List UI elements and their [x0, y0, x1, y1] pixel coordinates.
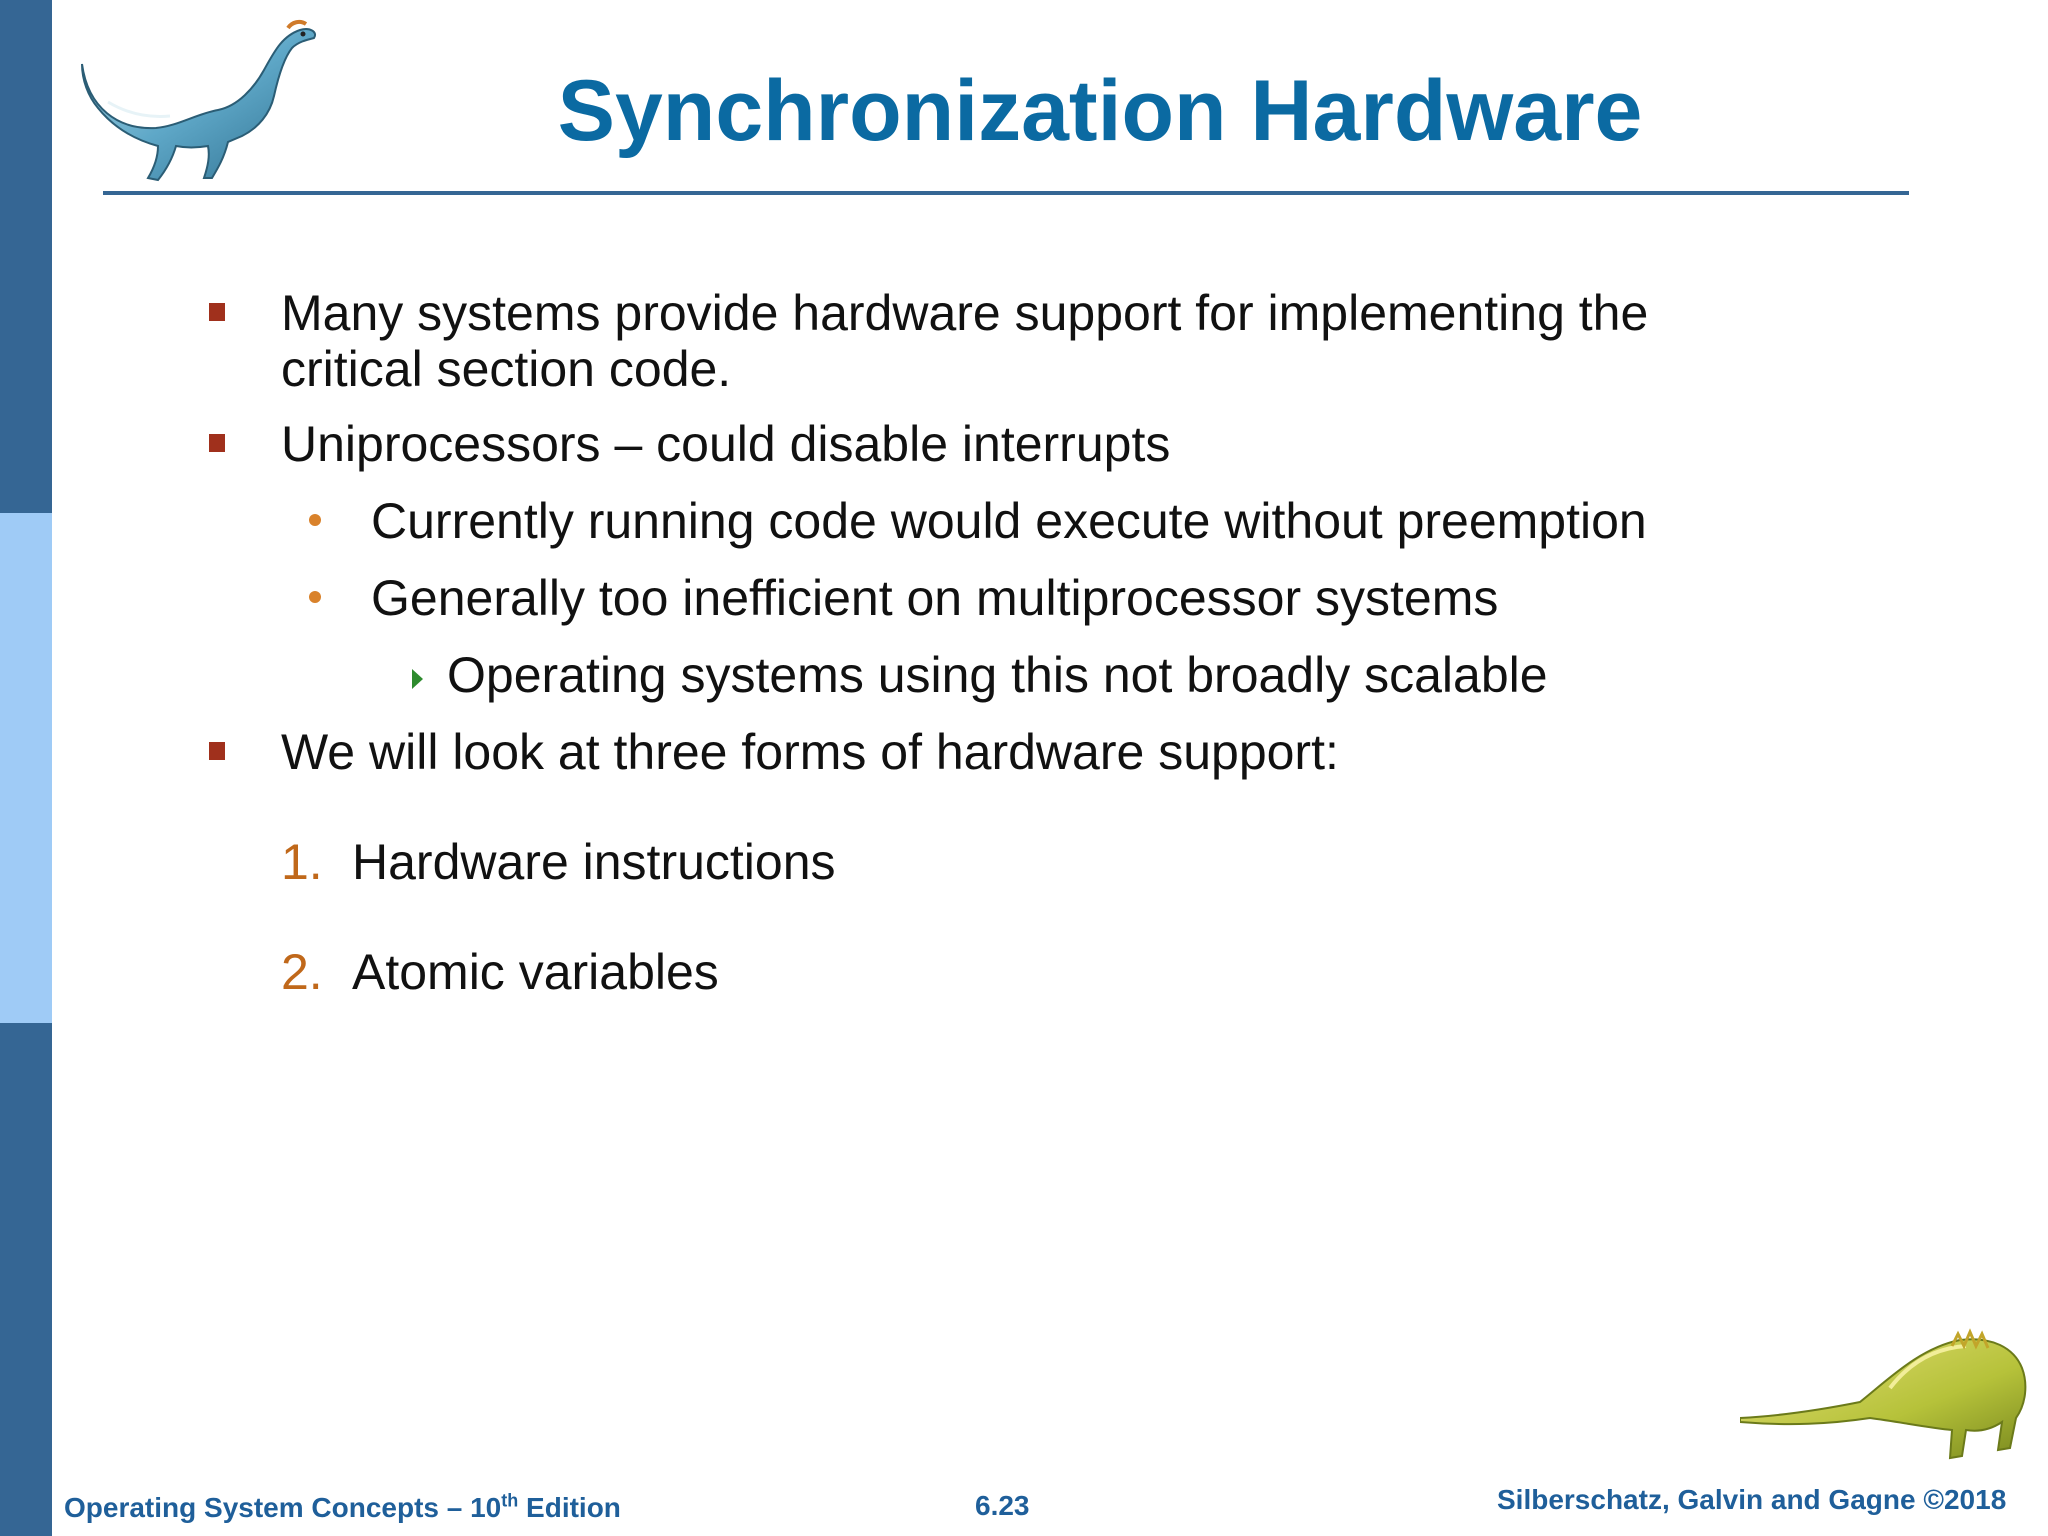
sub-sub-bullet-1: Operating systems using this not broadly scalable	[447, 647, 1548, 703]
numbered-item-1-number: 1.	[281, 834, 323, 890]
square-bullet-icon	[209, 303, 225, 321]
footer-book-title-sup: th	[501, 1490, 519, 1511]
square-bullet-icon	[209, 742, 225, 760]
dot-bullet-icon	[309, 591, 321, 603]
footer-authors: Silberschatz, Galvin and Gagne ©2018	[1497, 1484, 2007, 1515]
numbered-item-2-number: 2.	[281, 944, 323, 1000]
bullet-1-line-2: critical section code.	[281, 341, 732, 397]
triangle-bullet-icon	[412, 669, 423, 689]
bullet-3: We will look at three forms of hardware support:	[281, 724, 1339, 780]
bullet-1-line-1: Many systems provide hardware support for implementing the	[281, 285, 1649, 341]
numbered-item-1-text: Hardware instructions	[352, 834, 836, 890]
slide-title: Synchronization Hardware	[557, 63, 1643, 159]
footer-book-title	[64, 1492, 621, 1524]
sub-bullet-1: Currently running code would execute without preemption	[371, 493, 1647, 549]
bullet-2: Uniprocessors – could disable interrupts	[281, 416, 1171, 472]
square-bullet-icon	[209, 434, 225, 452]
numbered-item-2-text: Atomic variables	[352, 944, 719, 1000]
footer-book-title-main: Operating System Concepts – 10	[64, 1492, 502, 1523]
footer-page-number: 6.23	[975, 1490, 1030, 1521]
sub-bullet-2: Generally too inefficient on multiprocessor systems	[371, 570, 1499, 626]
dot-bullet-icon	[309, 514, 321, 526]
footer-book-title-suffix: Edition	[518, 1492, 621, 1523]
dinosaur-bottom-right-image	[1740, 1318, 2030, 1478]
